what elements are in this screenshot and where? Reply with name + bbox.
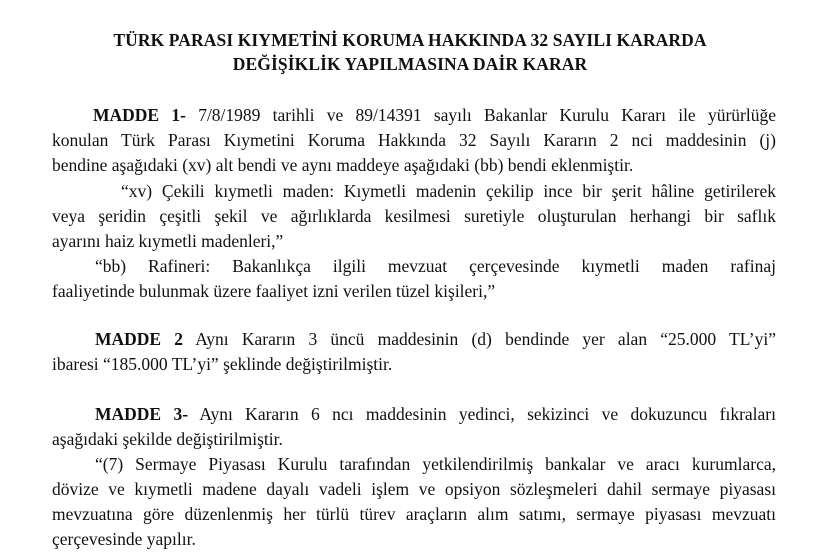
- article-1-line-3: bendine aşağıdaki (xv) alt bendi ve aynı maddeye aşağıdaki (bb) bendi eklenmiştir.: [52, 155, 634, 175]
- article-2-heading: MADDE 2: [95, 329, 184, 349]
- article-3-heading: MADDE 3-: [95, 404, 189, 424]
- article-1-line-6: ayarını haiz kıymetli madenleri,”: [52, 231, 284, 251]
- article-3-line-4: dövize ve kıymetli madene dayalı vadeli işlem ve opsiyon sözleşmeleri dahil sermaye piyasası: [52, 479, 776, 499]
- article-2-text-1: Aynı Kararın 3 üncü maddesinin (d) bendinde yer alan “25.000 TL’yi”: [183, 329, 776, 349]
- article-2-line-2: ibaresi “185.000 TL’yi” şeklinde değiştirilmiştir.: [52, 354, 393, 374]
- article-3-line-3: “(7) Sermaye Piyasası Kurulu tarafından yetkilendirilmiş bankalar ve aracı kurumlarca,: [95, 454, 776, 474]
- article-3-line-6: çerçevesinde yapılır.: [52, 529, 196, 549]
- article-3-line-5: mevzuatına göre düzenlenmiş her türlü türev araçların alım satımı, sermaye piyasası mevzuatı: [52, 504, 776, 524]
- article-1-line-8: faaliyetinde bulunmak üzere faaliyet izni verilen tüzel kişileri,”: [52, 281, 496, 301]
- article-1-text-1: 7/8/1989 tarihli ve 89/14391 sayılı Bakanlar Kurulu Kararı ile yürürlüğe: [185, 105, 776, 125]
- article-1-line-2: konulan Türk Parası Kıymetini Koruma Hakkında 32 Sayılı Kararın 2 nci maddesinin (j): [52, 130, 776, 150]
- article-3-line-2: aşağıdaki şekilde değiştirilmiştir.: [52, 429, 283, 449]
- article-3-line-1: [95, 404, 776, 425]
- article-2-line-1: [95, 329, 776, 350]
- document-title-line-2: DEĞİŞİKLİK YAPILMASINA DAİR KARAR: [232, 54, 588, 74]
- document-title-line-1: TÜRK PARASI KIYMETİNİ KORUMA HAKKINDA 32 SAYILI KARARDA: [113, 30, 707, 50]
- article-1-line-4: “xv) Çekili kıymetli maden: Kıymetli madenin çekilip ince bir şerit hâline getirilerek: [121, 181, 776, 201]
- article-1-line-7: “bb) Rafineri: Bakanlıkça ilgili mevzuat çerçevesinde kıymetli maden rafinaj: [95, 256, 776, 276]
- article-1-line-1: [93, 105, 776, 126]
- article-1-line-5: veya şeridin çeşitli şekil ve ağırlıklarda kesilmesi suretiyle oluşturulan herhangi bir saflık: [52, 206, 776, 226]
- article-3-text-1: Aynı Kararın 6 ncı maddesinin yedinci, sekizinci ve dokuzuncu fıkraları: [188, 404, 777, 424]
- article-1-heading: MADDE 1-: [93, 105, 186, 125]
